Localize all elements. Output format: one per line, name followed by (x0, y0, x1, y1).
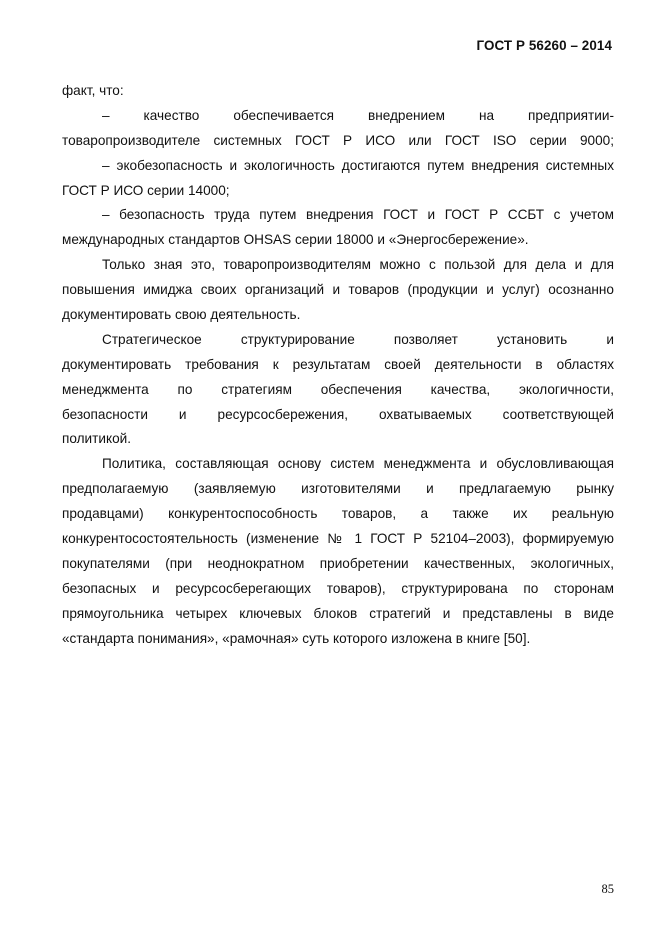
body-line: безопасных и ресурсосберегающих товаров), структурирована по сторонам (62, 580, 614, 596)
body-line: конкурентосостоятельность (изменение № 1 ГОСТ Р 52104–2003), формируемую (62, 531, 614, 547)
body-line: прямоугольника четырех ключевых блоков стратегий и представлены в виде (62, 605, 614, 621)
body-line: товаропроизводителе системных ГОСТ Р ИСО или ГОСТ ISO серии 9000; (62, 132, 614, 148)
body-line: политикой. (62, 431, 131, 447)
body-line: повышения имиджа своих организаций и товаров (продукции и услуг) осознанно (62, 282, 614, 298)
body-line: Стратегическое структурирование позволяет установить и (102, 331, 614, 347)
body-line: покупателями (при неоднократном приобретении качественных, экологичных, (62, 555, 614, 571)
body-line: ГОСТ Р ИСО серии 14000; (62, 182, 230, 198)
page-number: 85 (601, 882, 614, 896)
body-line: – безопасность труда путем внедрения ГОСТ и ГОСТ Р ССБТ с учетом (102, 207, 614, 223)
body-line: международных стандартов OHSAS серии 18000 и «Энергосбережение». (62, 232, 529, 248)
body-line: – качество обеспечивается внедрением на предприятии- (102, 107, 614, 123)
document-header: ГОСТ Р 56260 – 2014 (476, 38, 612, 53)
body-line: документировать свою деятельность. (62, 307, 301, 323)
body-line: – экобезопасность и экологичность достигаются путем внедрения системных (102, 157, 614, 173)
body-line: продавцами) конкурентоспособность товаров, а также их реальную (62, 506, 614, 522)
body-line: менеджмента по стратегиям обеспечения качества, экологичности, (62, 381, 614, 397)
body-line: предполагаемую (заявляемую изготовителями и предлагаемую рынку (62, 481, 614, 497)
body-line: документировать требования к результатам своей деятельности в областях (62, 356, 614, 372)
body-line: безопасности и ресурсосбережения, охватываемых соответствующей (62, 406, 614, 422)
body-line: «стандарта понимания», «рамочная» суть которого изложена в книге [50]. (62, 630, 531, 646)
body-line: Только зная это, товаропроизводителям можно с пользой для дела и для (102, 257, 614, 273)
body-line: Политика, составляющая основу систем менеджмента и обусловливающая (102, 456, 614, 472)
document-body (62, 79, 614, 651)
body-line: факт, что: (62, 83, 124, 98)
